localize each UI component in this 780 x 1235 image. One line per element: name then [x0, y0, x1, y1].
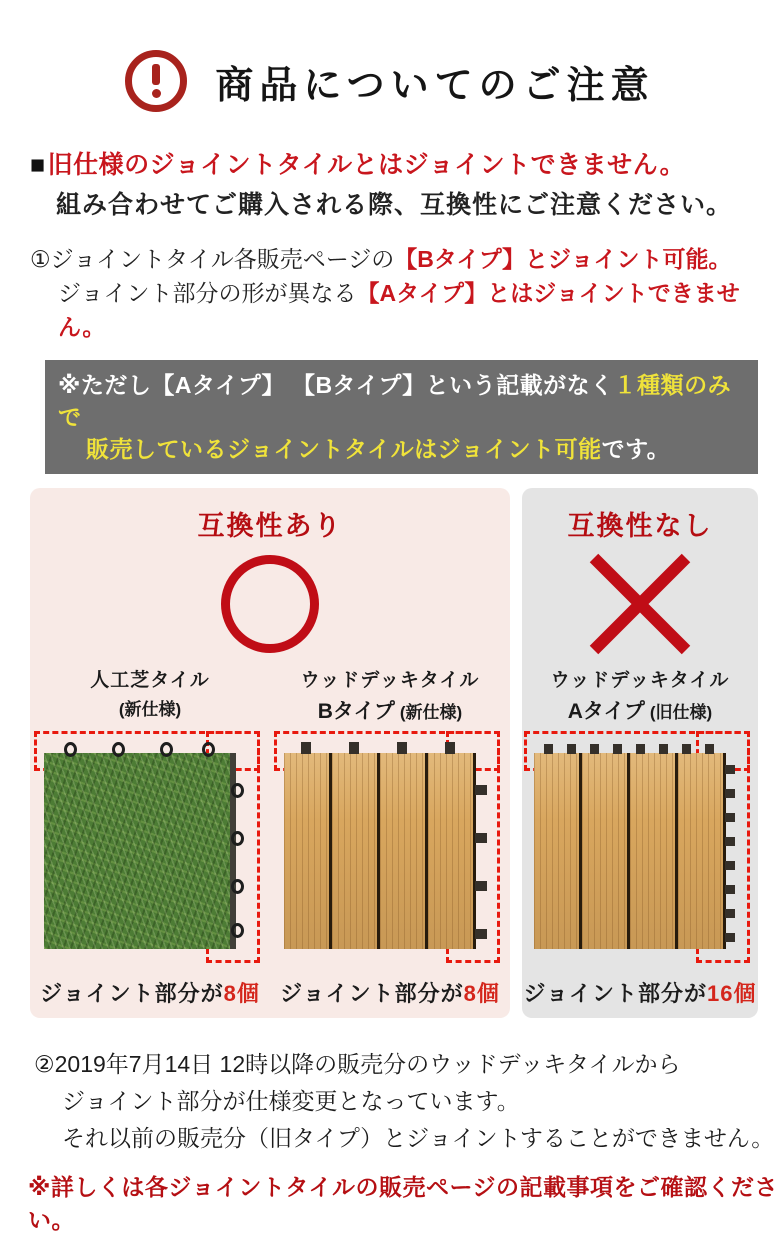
point-2: [34, 1046, 780, 1157]
joint-tab-icon: [725, 933, 735, 942]
point-2-line-2: ジョイント部分が仕様変更となっています。: [62, 1088, 520, 1114]
joint-tab-icon: [636, 744, 645, 754]
joint-tab-icon: [705, 744, 714, 754]
wood-tile-b-image: [284, 753, 476, 949]
joint-tab-icon: [567, 744, 576, 754]
joint-tab-icon: [475, 881, 487, 891]
point-2-line-3: それ以前の販売分（旧タイプ）とジョイントすることができません。: [62, 1125, 775, 1151]
joint-count-caption: ジョイント部分が16個: [523, 981, 757, 1006]
joint-loop-icon: [160, 742, 173, 757]
joint-tab-icon: [725, 765, 735, 774]
incompatible-panel: [522, 488, 758, 1018]
point-2-line-1: ②2019年7月14日 12時以降の販売分のウッドデッキタイルから: [34, 1051, 681, 1077]
point-1: [30, 242, 780, 344]
product-spec: (新仕様): [399, 703, 463, 722]
square-bullet-icon: ■: [30, 151, 46, 179]
point-2-marker: ②: [34, 1051, 55, 1077]
joint-tab-icon: [659, 744, 668, 754]
point-1-line-2: ジョイント部分の形が異なる【Aタイプ】とはジョイントできません。: [58, 280, 740, 340]
warning-line-1: ■旧仕様のジョイントタイルとはジョイントできません。: [30, 151, 686, 179]
joint-loop-icon: [112, 742, 125, 757]
gray-note-box: [45, 360, 758, 474]
joint-tab-icon: [725, 813, 735, 822]
warning-line-2: 組み合わせてご購入される際、互換性にご注意ください。: [56, 191, 733, 219]
circle-mark-icon: [221, 555, 319, 653]
product-name: 人工芝タイル: [90, 670, 210, 691]
product-name: ウッドデッキタイル: [300, 670, 480, 691]
joint-count-caption: ジョイント部分が8個: [40, 981, 260, 1006]
joint-tab-icon: [445, 742, 455, 754]
wood-tile-a-image: [534, 753, 726, 949]
joint-tab-icon: [475, 785, 487, 795]
joint-tab-icon: [544, 744, 553, 754]
joint-loop-icon: [231, 831, 244, 846]
note-box-line-2: 販売しているジョイントタイルはジョイント可能です。: [86, 436, 671, 462]
product-card-wood-b: [270, 665, 510, 1008]
joint-tab-icon: [590, 744, 599, 754]
joint-loop-icon: [231, 783, 244, 798]
joint-tab-icon: [725, 837, 735, 846]
tile-figure: [34, 731, 266, 969]
compatible-panel-title: 互換性あり: [197, 511, 343, 541]
joint-loop-icon: [231, 879, 244, 894]
joint-loop-icon: [231, 923, 244, 938]
product-name: ウッドデッキタイル: [550, 670, 730, 691]
grass-tile-image: [44, 753, 236, 949]
joint-count-caption: ジョイント部分が8個: [280, 981, 500, 1006]
product-card-wood-a: [522, 665, 758, 1008]
product-spec: (新仕様): [118, 700, 182, 719]
product-spec: (旧仕様): [649, 703, 713, 722]
joint-tab-icon: [301, 742, 311, 754]
page-title: 商品についてのご注意: [215, 64, 655, 107]
incompatible-panel-title: 互換性なし: [567, 511, 713, 541]
joint-tab-icon: [725, 789, 735, 798]
joint-tab-icon: [725, 909, 735, 918]
alert-icon: [125, 50, 187, 112]
tile-figure: [524, 731, 756, 969]
point-1-marker: ①: [30, 246, 51, 272]
footer-note: ※詳しくは各ジョイントタイルの販売ページの記載事項をご確認ください。: [28, 1174, 778, 1233]
product-card-grass: [30, 665, 270, 1008]
joint-tab-icon: [725, 885, 735, 894]
product-type: Bタイプ: [317, 700, 395, 723]
tile-figure: [274, 731, 506, 969]
joint-tab-icon: [725, 861, 735, 870]
note-box-line-1: ※ただし【Aタイプ】 【Bタイプ】という記載がなく１種類のみで: [58, 372, 732, 430]
page-header: [0, 0, 780, 112]
comparison-panels: [30, 488, 780, 1018]
joint-tab-icon: [475, 833, 487, 843]
point-1-line-1: ①ジョイントタイル各販売ページの【Bタイプ】とジョイント可能。: [30, 246, 732, 272]
compatibility-warning: [30, 148, 780, 222]
joint-tab-icon: [349, 742, 359, 754]
joint-tab-icon: [397, 742, 407, 754]
joint-loop-icon: [64, 742, 77, 757]
joint-loop-icon: [202, 742, 215, 757]
cross-mark-icon: [584, 548, 696, 660]
compatible-panel: [30, 488, 510, 1018]
joint-tab-icon: [613, 744, 622, 754]
joint-tab-icon: [475, 929, 487, 939]
product-type: Aタイプ: [567, 700, 645, 723]
joint-tab-icon: [682, 744, 691, 754]
